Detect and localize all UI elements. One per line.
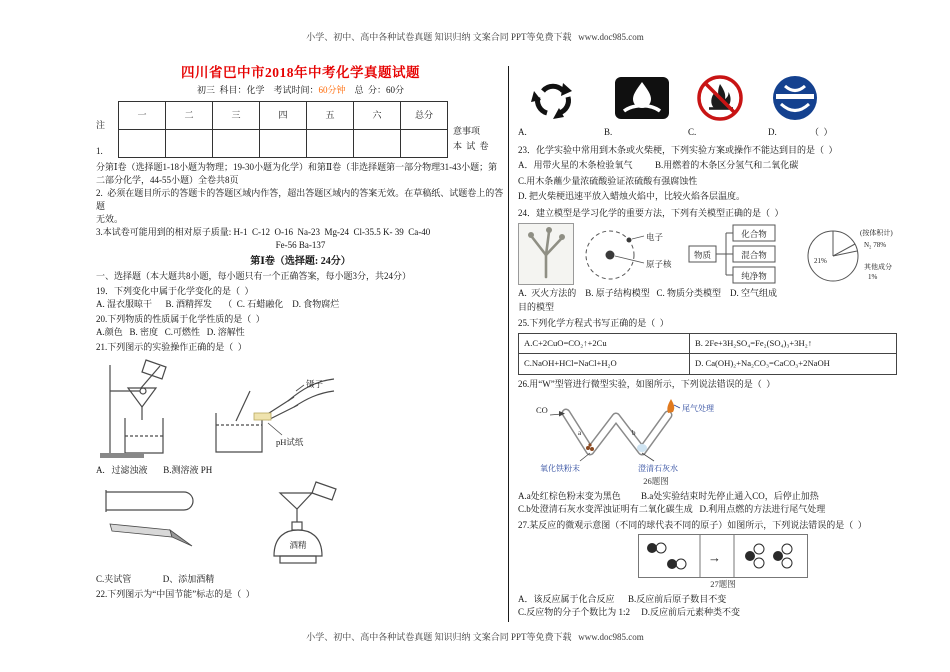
pure-substance-label: 纯净物 [741, 271, 767, 281]
pie-by-volume-label: (按体积计) [860, 229, 893, 237]
add-alcohol-figure [264, 480, 342, 572]
q24-stem: 24．建立模型是学习化学的重要方法，下列有关模型正确的是（ ） [518, 207, 784, 218]
notice3-line1: 3.本试卷可能用到的相对原子质量: H-1 C-12 O-16 Na-23 Mg-24 Cl-35.5 K- 39 Ca-40 [96, 227, 431, 237]
q21-stem: 21.下列图示的实验操作正确的是（ ） [96, 342, 247, 352]
notice3-line2: Fe-56 Ba-137 [275, 240, 326, 250]
score-table [118, 101, 448, 158]
test-tube-clamp-figure [96, 480, 206, 552]
stand-base [100, 453, 144, 458]
q26-figure [532, 393, 780, 489]
q23-stem: 23．化学实验中常用到木条或火柴梗，下列实验方案或操作不能达到目的是（ ） [518, 144, 838, 155]
no-open-flame-logo-icon [694, 74, 746, 122]
w-tube-figure [532, 393, 780, 475]
notice2-line2: 无效。 [96, 214, 124, 224]
q25-option-b: B. 2Fe+3H₂SO₄=Fe₂(SO₄)₃+3H₂↑ [690, 333, 897, 354]
notes-left-gutter [96, 101, 118, 158]
q22-logo-labels [518, 126, 912, 140]
b-position-mark: b [632, 429, 636, 437]
section1-title: 一、选择题（本大题共8小题，每小题只有一个正确答案，每小题3分，共24分） [96, 271, 412, 281]
score-col-total: 总分 [401, 102, 448, 130]
q27-options-cd: C.反应物的分子个数比为 1:2 D.反应前后元素种类不变 [518, 607, 741, 617]
q25-option-a: A.C+2CuO=CO₂↑+2Cu [519, 333, 690, 354]
q27-figure [638, 534, 808, 592]
ph-paper-strip [254, 413, 271, 420]
co-gas-label: CO [536, 405, 548, 415]
q20-stem: 20.下列物质的性质属于化学性质的是（ ） [96, 314, 265, 324]
score-col-1: 一 [119, 102, 166, 130]
column-divider [508, 66, 509, 622]
ph-test-figure [210, 357, 338, 463]
q22-logo-row [518, 72, 912, 124]
ph-paper-label: pH试纸 [276, 437, 304, 447]
matter-label: 物质 [693, 250, 712, 260]
logo-label-d: D. [768, 127, 777, 137]
score-col-3: 三 [213, 102, 260, 130]
matter-classification-model-figure [688, 223, 800, 285]
notice1-line1: 分第Ⅰ卷（选择题1-18小题为物理；19-30小题为化学）和第Ⅱ卷（非选择题第一部分物理31-43小题；第 [96, 162, 498, 172]
notes-chars-yishixiang: 意事项 [453, 126, 481, 136]
electron-label: 电子 [646, 232, 664, 242]
notes-item-number: 1. [96, 146, 103, 156]
notes-char-zhu: 注 [96, 120, 106, 130]
filtration-figure [96, 357, 184, 463]
atom-structure-model-figure [580, 223, 682, 285]
q21-figures-row-2 [96, 480, 505, 572]
tweezers-label: 镊子 [306, 379, 324, 389]
meta-total-score: 总 分：60分 [345, 85, 405, 95]
score-cell-empty [166, 130, 213, 158]
q21-figures-row-1 [96, 357, 505, 463]
logo-label-a: A. [518, 127, 527, 137]
score-table-header-row [119, 102, 448, 130]
q22-answer-paren: （ ） [810, 127, 833, 137]
q26-options-cd: C.b处澄清石灰水变浑浊证明有二氧化碳生成 D.利用点燃的方法进行尾气处理 [518, 504, 826, 514]
reaction-arrow: → [708, 550, 721, 565]
paper-title: 四川省巴中市2018年中考化学真题试题 [181, 65, 420, 80]
limewater-label: 澄清石灰水 [638, 464, 678, 473]
score-cell-empty [260, 130, 307, 158]
paper-meta-line [96, 84, 505, 97]
pie-other-name-label: 其他成分 [864, 263, 892, 271]
fire-extinguish-model-figure [518, 223, 574, 285]
electron-dot [627, 238, 632, 243]
clamp-handle [110, 524, 172, 537]
score-cell-empty [307, 130, 354, 158]
a-position-mark: a [578, 429, 582, 437]
q26-options-ab: A.a处红棕色粉末变为黑色 B.a处实验结束时先停止通入CO，后停止加热 [518, 490, 819, 501]
energy-conservation-logo-icon [768, 74, 822, 122]
site-header-text: 小学、初中、高中各种试卷真题 知识归纳 文案合同 PPT等免费下载 www.doc985.com [306, 32, 644, 42]
score-col-6: 六 [354, 102, 401, 130]
q27-stem: 27.某反应的微观示意图（不同的球代表不同的原子）如图所示，下列说法错误的是（ ） [518, 519, 867, 530]
q19-stem: 19．下列变化中属于化学变化的是（ ） [96, 286, 254, 296]
logo-label-b: B. [604, 127, 613, 137]
mixture-label: 混合物 [741, 250, 767, 260]
q22-stem: 22.下列图示为“中国节能”标志的是（ ） [96, 589, 255, 599]
q23-option-d: D. 把火柴梗迅速平放入蜡烛火焰中，比较火焰各层温度。 [518, 191, 746, 201]
q24-figures-row [518, 223, 912, 285]
part1-title: 第Ⅰ卷（选择题: 24分） [250, 256, 351, 267]
q21-caption-cd: C.夹试管 D、添加酒精 [96, 574, 215, 584]
q27-options-ab: A．该反应属于化合反应 B.反应前后原子数目不变 [518, 593, 727, 604]
tail-gas-flame [667, 399, 674, 413]
pie-o2-label: 21% [814, 257, 827, 265]
score-col-5: 五 [307, 102, 354, 130]
q24-options-line1: A. 灭火方法的 B. 原子结构模型 C. 物质分类模型 D. 空气组成 [518, 288, 778, 298]
alcohol-label: 酒精 [289, 540, 307, 550]
notice2-line1: 2. 必须在题目所示的答题卡的答题区域内作答，超出答题区域内的答案无效。在草稿纸、试题卷上的答题 [96, 188, 504, 211]
exam-duration: 60分钟 [318, 85, 346, 95]
notice1-line2: 二部分化学，44-55小题）全卷共8页 [96, 175, 239, 185]
q21-caption-ab: A. 过滤浊液 B.测溶液 PH [96, 465, 213, 475]
iron-oxide-powder-label: 氧化铁粉末 [540, 464, 580, 473]
score-table-empty-row [119, 130, 448, 158]
q24-options-line2: 目的模型 [518, 301, 555, 312]
site-footer-text: 小学、初中、高中各种试卷真题 知识归纳 文案合同 PPT等免费下载 www.doc985.com [306, 632, 644, 642]
pie-other-pct-label: 1% [868, 273, 878, 281]
score-cell-empty [213, 130, 260, 158]
notes-chars-benshijuan: 本 试 卷 [453, 141, 490, 151]
score-table-area [96, 101, 505, 158]
meta-grade-subject: 初三 科目：化学 考试时间： [196, 85, 319, 95]
clamp-tip [170, 530, 192, 546]
right-column [518, 72, 912, 620]
q27-figure-caption: 27题图 [710, 579, 736, 589]
logo-label-c: C. [688, 127, 697, 137]
q25-option-d: D. Ca(OH)₂+Na₂CO₃=CaCO₃+2NaOH [690, 354, 897, 375]
q25-equations-table [518, 333, 897, 375]
nucleus-label: 原子核 [646, 259, 672, 269]
nucleus-dot [606, 251, 615, 260]
q25-option-c: C.NaOH+HCl=NaCl+H₂O [519, 354, 690, 375]
compound-label: 化合物 [741, 229, 767, 239]
micro-reaction-figure [638, 534, 808, 578]
score-col-2: 二 [166, 102, 213, 130]
score-cell-empty [401, 130, 448, 158]
water-saving-logo-icon [614, 76, 670, 120]
notes-right-gutter [448, 101, 505, 158]
recycling-logo-icon [528, 75, 578, 121]
q19-options: A. 湿衣服晾干 B. 酒精挥发 （ C. 石蜡融化 D. 食物腐烂 [96, 299, 340, 309]
score-cell-empty [119, 130, 166, 158]
q20-options: A.颜色 B. 密度 C.可燃性 D. 溶解性 [96, 327, 245, 337]
q25-stem: 25.下列化学方程式书写正确的是（ ） [518, 318, 669, 328]
q23-options-ab: A．用带火星的木条检验氧气 B.用燃着的木条区分氢气和二氧化碳 [518, 160, 799, 170]
q26-stem: 26.用“W”型管进行微型实验，如图所示，下列说法错误的是（ ） [518, 378, 776, 389]
pie-n2-label: N₂ 78% [864, 241, 887, 249]
score-cell-empty [354, 130, 401, 158]
q26-figure-caption: 26题图 [643, 476, 669, 486]
tail-gas-label: 尾气处理 [682, 404, 714, 413]
air-composition-pie-figure [806, 223, 910, 285]
left-column [96, 66, 505, 601]
score-col-4: 四 [260, 102, 307, 130]
q23-option-c: C.用木条蘸少量浓硫酸验证浓硫酸有强腐蚀性 [518, 175, 698, 186]
